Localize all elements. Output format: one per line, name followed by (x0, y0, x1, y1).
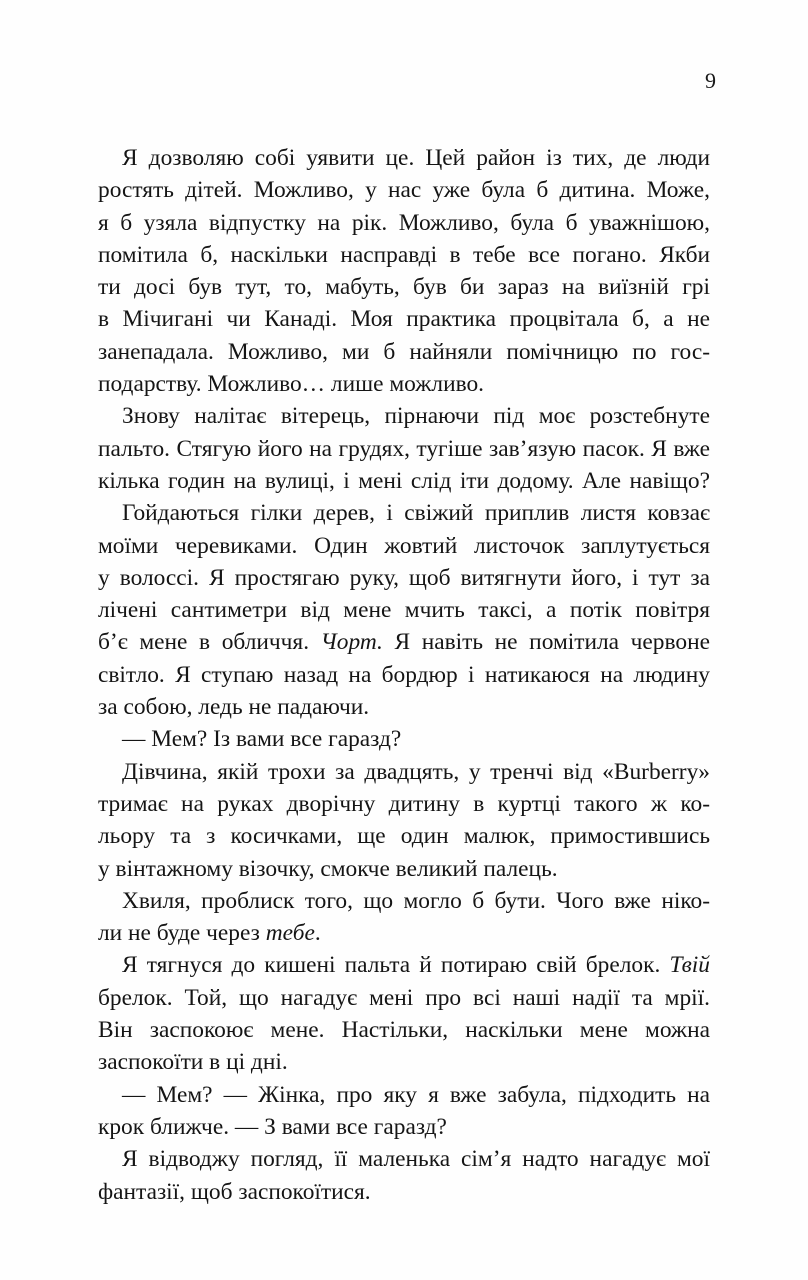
text-line: — Мем? — Жінка, про яку я вже забула, підходить на (122, 1081, 710, 1108)
text-line (98, 949, 710, 981)
text-span: Я навіть не помітила червоне (382, 629, 710, 656)
text-span: ли не буде через (98, 920, 266, 947)
text-line: брелок. Той, що нагадує мені про всі наші надії та мрії. (98, 984, 710, 1011)
text-line: помітила б, наскільки насправді в тебе все погано. Якби (98, 241, 710, 268)
text-line: — Мем? Із вами все гаразд? (122, 726, 402, 753)
text-line: фантазії, щоб заспокоїтися. (98, 1178, 371, 1205)
emphasis-text: тебе (265, 920, 315, 947)
text-line: заспокоїти в ці дні. (98, 1049, 288, 1076)
text-line: в Мічигані чи Канаді. Моя практика процвітала б, а не (98, 306, 710, 333)
emphasis-text: Чорт. (320, 629, 383, 656)
text-line: крок ближче. — З вами все гаразд? (98, 1113, 447, 1140)
page-number: 9 (705, 68, 716, 93)
text-line: Знову налітає вітерець, пірнаючи під моє розстебнуте (122, 403, 710, 430)
text-line: льору та з косичками, ще один малюк, примостившись (98, 823, 710, 850)
text-line: ростять дітей. Можливо, у нас уже була б дитина. Може, (98, 177, 710, 204)
text-line: світло. Я ступаю назад на бордюр і натикаюся на людину (98, 661, 710, 688)
text-line (98, 626, 710, 658)
text-span: Я тягнуся до кишені пальта й потираю свій брелок. (122, 952, 670, 979)
text-line: кілька годин на вулиці, і мені слід іти додому. Але навіщо? (98, 467, 710, 494)
text-line: лічені сантиметри від мене мчить таксі, а потік повітря (98, 597, 710, 624)
text-line: Хвиля, проблиск того, що могло б бути. Чого вже ніко- (122, 887, 710, 914)
text-span: . (314, 920, 321, 947)
emphasis-text: Твій (669, 952, 710, 979)
text-line: Він заспокоює мене. Настільки, наскільки мене можна (98, 1017, 710, 1044)
text-line: моїми черевиками. Один жовтий листочок заплутується (98, 532, 710, 559)
text-line: подарству. Можливо… лише можливо. (98, 371, 485, 398)
text-line: я б узяла відпустку на рік. Можливо, була б уважнішою, (98, 209, 710, 236)
text-line (98, 917, 710, 949)
text-line: Гойдаються гілки дерев, і свіжий приплив листя ковзає (122, 500, 710, 527)
text-line: Я дозволяю собі уявити це. Цей район із тих, де люди (122, 145, 710, 171)
body-text (98, 142, 710, 1208)
text-line: у вінтажному візочку, смокче великий палець. (98, 855, 558, 882)
text-line: Дівчина, якій трохи за двадцять, у тренчі від «Burberry» (122, 758, 710, 785)
text-line: пальто. Стягую його на грудях, тугіше зав’язую пасок. Я вже (98, 435, 710, 462)
text-line: тримає на руках дворічну дитину в куртці такого ж ко- (98, 790, 710, 817)
text-line: у волоссі. Я простягаю руку, щоб витягнути його, і тут за (98, 564, 710, 591)
text-line: ти досі був тут, то, мабуть, був би зараз на виїзній грі (98, 274, 710, 301)
text-line: Я відводжу погляд, її маленька сім’я надто нагадує мої (122, 1146, 710, 1173)
text-line: занепадала. Можливо, ми б найняли помічницю по гос- (98, 338, 710, 365)
text-span: б’є мене в обличчя. (98, 629, 321, 656)
text-line: за собою, ледь не падаючи. (98, 694, 370, 721)
